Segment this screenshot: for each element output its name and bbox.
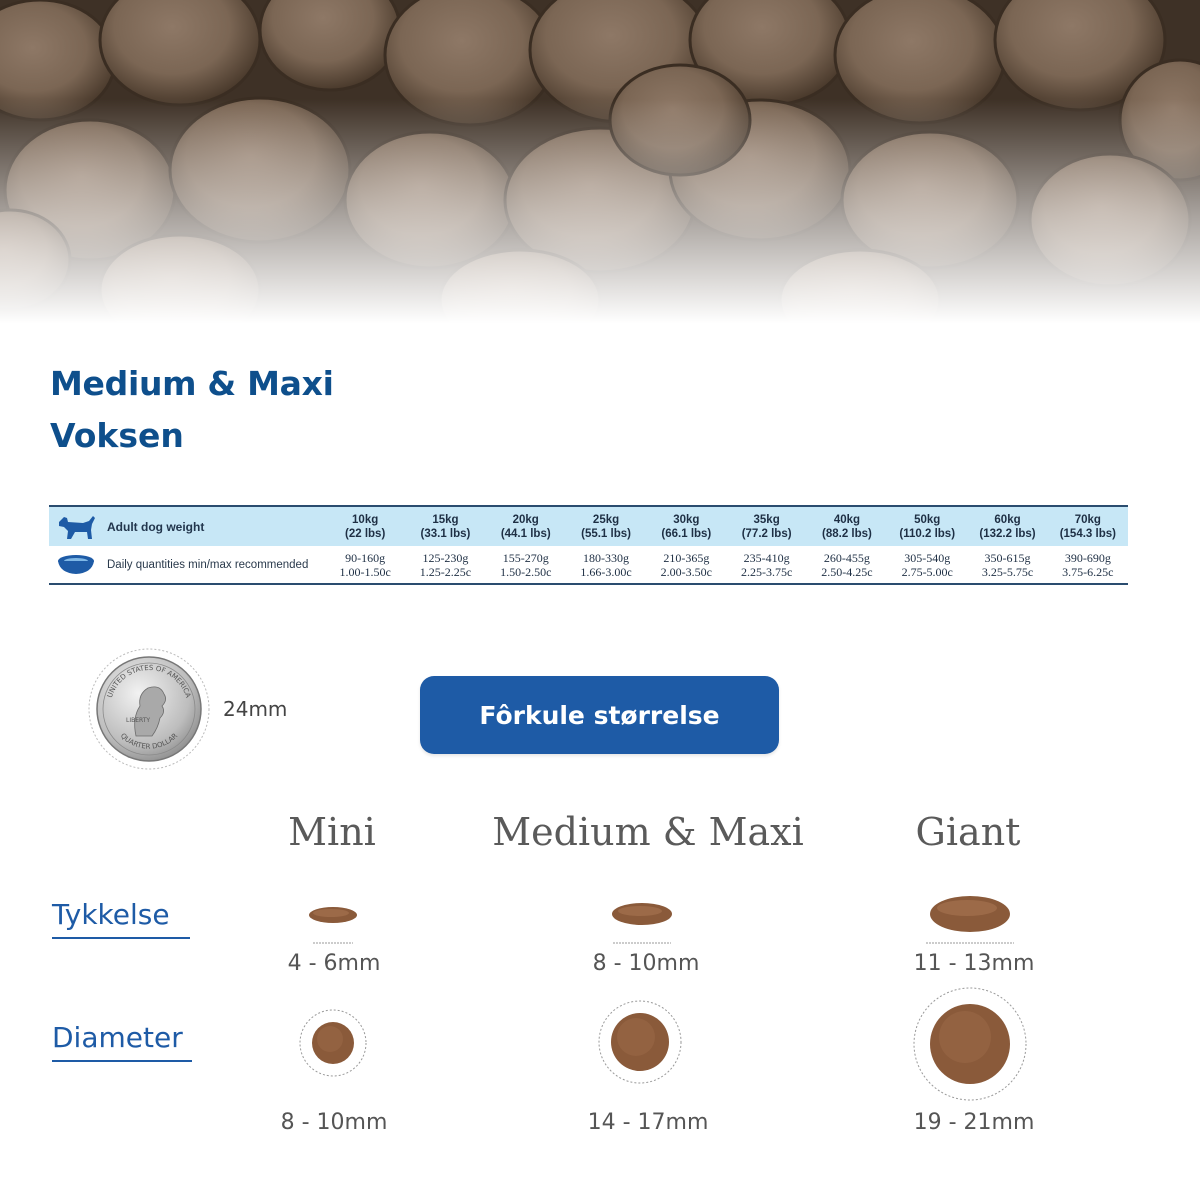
quantity-cups: 2.50-4.25c xyxy=(821,564,873,579)
quantity-grams: 125-230g xyxy=(422,550,469,565)
weight-lbs: (44.1 lbs) xyxy=(500,527,551,540)
column-giant: Giant xyxy=(915,810,1021,854)
weight-lbs: (110.2 lbs) xyxy=(899,527,956,540)
weight-kg: 20kg xyxy=(512,513,539,526)
quantity-row-label: Daily quantities min/max recommended xyxy=(107,558,309,571)
kibble-medium-side xyxy=(607,898,677,948)
weight-lbs: (22 lbs) xyxy=(345,527,386,540)
quantity-cell xyxy=(1048,546,1128,584)
weight-kg: 60kg xyxy=(994,513,1021,526)
product-title: Medium & Maxi xyxy=(50,364,334,403)
weight-cell xyxy=(726,506,806,546)
quantity-grams: 390-690g xyxy=(1064,550,1111,565)
weight-lbs: (154.3 lbs) xyxy=(1059,527,1116,540)
weight-cell xyxy=(646,506,726,546)
feeding-table xyxy=(49,505,1128,585)
quantity-grams: 210-365g xyxy=(663,550,710,565)
weight-lbs: (66.1 lbs) xyxy=(661,527,712,540)
quantity-cups: 3.25-5.75c xyxy=(981,564,1034,579)
hero-kibble-image xyxy=(0,0,1200,330)
column-mini: Mini xyxy=(288,810,376,854)
quantity-grams: 260-455g xyxy=(823,550,870,565)
weight-cell xyxy=(405,506,485,546)
weight-lbs: (55.1 lbs) xyxy=(581,527,631,540)
weight-cell xyxy=(325,506,405,546)
diameter-giant: 19 - 21mm xyxy=(913,1110,1035,1135)
quantity-grams: 180-330g xyxy=(583,550,630,565)
weight-kg: 30kg xyxy=(673,513,700,526)
weight-lbs: (132.2 lbs) xyxy=(979,527,1036,540)
weight-kg: 35kg xyxy=(753,513,780,526)
quantity-cups: 2.75-5.00c xyxy=(901,564,953,579)
quantity-cups: 1.66-3.00c xyxy=(580,564,632,579)
quantity-grams: 235-410g xyxy=(743,550,790,565)
weight-lbs: (88.2 lbs) xyxy=(822,527,872,540)
quantity-cell xyxy=(887,546,967,584)
kibble-mini-top xyxy=(298,1008,368,1078)
kibble-giant-side xyxy=(920,888,1020,948)
weight-kg: 40kg xyxy=(833,513,861,526)
column-medium-maxi: Medium & Maxi xyxy=(492,810,804,854)
weight-row-label: Adult dog weight xyxy=(107,519,205,534)
quantity-cups: 3.75-6.25c xyxy=(1062,564,1114,579)
weight-cell xyxy=(807,506,887,546)
weight-kg: 10kg xyxy=(352,513,379,526)
quantity-cups: 2.00-3.50c xyxy=(660,564,712,579)
diameter-mini: 8 - 10mm xyxy=(280,1110,388,1135)
thickness-giant: 11 - 13mm xyxy=(913,951,1035,976)
weight-lbs: (33.1 lbs) xyxy=(420,527,471,540)
weight-kg: 15kg xyxy=(432,513,459,526)
diameter-medium: 14 - 17mm xyxy=(587,1110,709,1135)
kibble-size-button[interactable]: Fôrkule størrelse xyxy=(420,676,779,754)
quantity-grams: 305-540g xyxy=(904,550,951,565)
quantity-cups: 1.50-2.50c xyxy=(500,564,552,579)
quantity-cups: 1.00-1.50c xyxy=(339,564,391,579)
row-label-diameter: Diameter xyxy=(52,1021,192,1062)
quantity-grams: 155-270g xyxy=(502,550,549,565)
quantity-cell xyxy=(967,546,1047,584)
weight-cell xyxy=(967,506,1047,546)
weight-cell xyxy=(887,506,967,546)
weight-cell xyxy=(1048,506,1128,546)
weight-kg: 25kg xyxy=(592,513,620,526)
quantity-cups: 2.25-3.75c xyxy=(740,564,793,579)
thickness-mini: 4 - 6mm xyxy=(287,951,381,976)
weight-kg: 70kg xyxy=(1074,513,1101,526)
quantity-cell xyxy=(807,546,887,584)
quantity-cell xyxy=(325,546,405,584)
thickness-medium: 8 - 10mm xyxy=(592,951,700,976)
weight-row xyxy=(49,506,1128,546)
weight-cell xyxy=(486,506,566,546)
weight-cell xyxy=(566,506,646,546)
quantity-cell xyxy=(486,546,566,584)
coin-size-label: 24mm xyxy=(223,697,288,721)
coin-text-bottom: QUARTER DOLLAR xyxy=(118,731,180,751)
quantity-cell xyxy=(566,546,646,584)
weight-kg: 50kg xyxy=(914,513,941,526)
quantity-grams: 90-160g xyxy=(345,550,386,565)
quantity-cups: 1.25-2.25c xyxy=(419,564,472,579)
quarter-coin-image xyxy=(88,648,210,770)
weight-lbs: (77.2 lbs) xyxy=(741,527,792,540)
quantity-cell xyxy=(405,546,485,584)
row-label-thickness: Tykkelse xyxy=(52,898,190,939)
kibble-mini-side xyxy=(300,898,366,948)
kibble-giant-top xyxy=(912,986,1028,1102)
product-subtitle: Voksen xyxy=(50,416,184,455)
dog-icon xyxy=(55,513,97,541)
coin-text-top: UNITED STATES OF AMERICA xyxy=(105,663,193,699)
kibble-medium-top xyxy=(597,999,683,1085)
food-bowl-icon xyxy=(55,553,97,577)
quantity-row xyxy=(49,546,1128,584)
quantity-grams: 350-615g xyxy=(984,550,1031,565)
quantity-cell xyxy=(646,546,726,584)
quantity-cell xyxy=(726,546,806,584)
coin-text-left: LIBERTY xyxy=(126,717,151,724)
